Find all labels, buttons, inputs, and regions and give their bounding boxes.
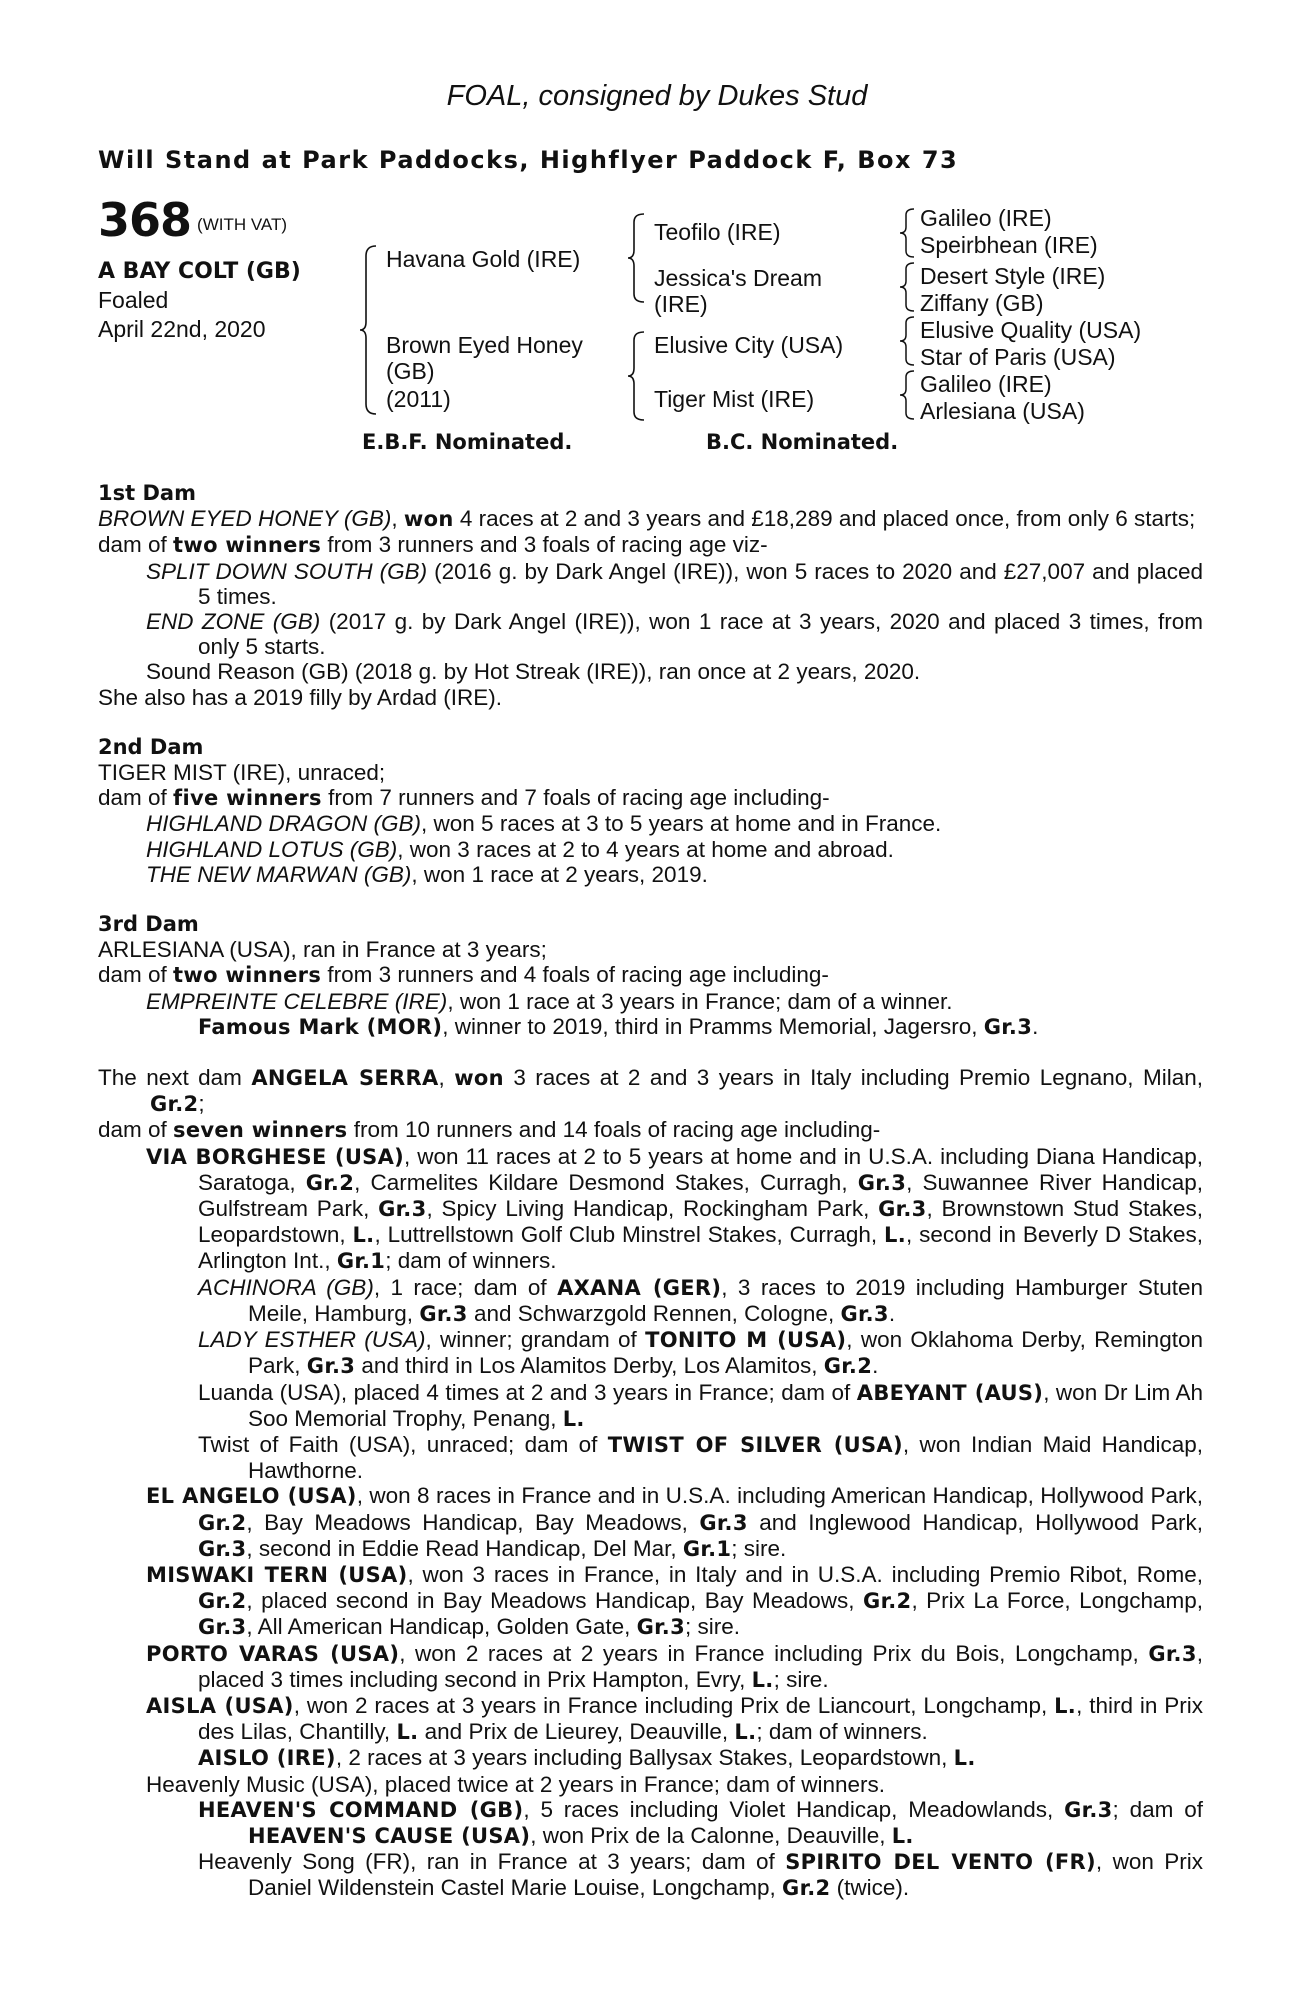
produce-name: Famous Mark (MOR) [198,1014,443,1039]
produce-text: Twist of Faith (USA), unraced; dam of [198,1431,608,1457]
grade-label: L. [953,1746,976,1771]
grade-label: Gr.2 [198,1510,247,1535]
produce-text: ; sire. [731,1535,787,1561]
pedigree-dam-line1: Brown Eyed Honey [386,332,583,358]
second-dam-summary [98,785,1203,811]
produce-item [98,659,1203,684]
produce-name: PORTO VARAS (USA) [146,1641,400,1666]
pedigree-bracket-gen1 [360,244,380,416]
grade-label: Gr.3 [857,1170,907,1195]
summary-text: from 3 runners and 4 foals of racing age including- [321,962,829,988]
produce-note-text: She also has a 2019 filly by Ardad (IRE). [98,684,502,710]
produce-name: HIGHLAND DRAGON (GB) [146,811,422,837]
produce-item [98,1745,1203,1771]
grade-label: L. [734,1720,757,1745]
grade-label: Gr.3 [198,1615,247,1640]
produce-text: ; sire. [685,1614,741,1640]
produce-name: ACHINORA (GB) [198,1274,374,1300]
notable-horse: AXANA (GER) [557,1275,722,1300]
produce-name: SPLIT DOWN SOUTH (GB) [146,558,428,584]
produce-text: , placed second in Bay Meadows Handicap, Bay Meadows, [246,1588,864,1614]
produce-item [98,1327,1203,1379]
pedigree-sire-dam-line2: (IRE) [654,291,708,317]
vat-label: (WITH VAT) [197,215,288,234]
summary-text: from 3 runners and 3 foals of racing age viz- [321,532,768,558]
produce-text: and Prix de Lieurey, Deauville, [418,1719,735,1745]
produce-text: , won 3 races at 2 to 4 years at home and abroad. [397,836,894,862]
intro-text: The next dam [98,1065,252,1091]
produce-text: . [872,1353,879,1379]
third-dam-heading: 3rd Dam [98,912,199,937]
grade-label: Gr.2 [823,1354,873,1379]
grade-label: Gr.3 [198,1536,247,1561]
pedigree-bracket-sd [900,261,918,313]
produce-text: , Luttrellstown Golf Club Minstrel Stakes, Curragh, [374,1222,885,1248]
pedigree-sire: Havana Gold (IRE) [386,246,581,272]
grade-label: Gr.3 [1064,1797,1113,1822]
produce-text: , Suwannee River Handicap, Gulfstream Park, [198,1169,1203,1222]
pedigree-bracket-dd [900,369,918,421]
pedigree-gen3-5: Elusive Quality (USA) [920,317,1142,343]
produce-name: VIA BORGHESE (USA) [146,1144,405,1169]
lot-number-row [98,193,301,247]
grade-label: L. [562,1406,585,1431]
grade-label: Gr.3 [878,1197,927,1222]
produce-text: . [888,1300,896,1326]
produce-item [98,1144,1203,1275]
pedigree-dam-line2: (GB) [386,358,435,384]
produce-text: Heavenly Music (USA), placed twice at 2 years in France; dam of winners. [146,1771,886,1797]
produce-text: and Schwarzgold Rennen, Cologne, [467,1300,841,1326]
notable-horse: TONITO M (USA) [645,1328,847,1353]
grade-label: Gr.3 [1148,1641,1197,1666]
produce-item [98,837,1203,862]
produce-item [98,811,1203,836]
produce-text: , Carmelites Kildare Desmond Stakes, Curragh, [354,1169,858,1195]
pedigree-bracket-ds [900,315,918,367]
produce-text: and third in Los Alamitos Derby, Los Alamitos, [355,1353,824,1379]
produce-text: Luanda (USA), placed 4 times at 2 and 3 years in France; dam of [198,1379,857,1405]
grade-label: Gr.3 [419,1301,468,1326]
grade-label: Gr.1 [682,1536,732,1561]
first-dam-name: BROWN EYED HONEY (GB) [98,506,392,532]
dam-of-label: dam of [98,1117,174,1143]
lot-title: A BAY COLT (GB) [98,259,301,284]
first-dam-summary [98,532,1203,558]
produce-text: , Brownstown Stud Stakes, Leopardstown, [198,1196,1203,1248]
catalogue-text [98,481,1203,1902]
grade-label: Gr.2 [150,1092,199,1117]
produce-text: , winner to 2019, third in Pramms Memorial, Jagersro, [442,1013,984,1039]
consignor-line: FOAL, consigned by Dukes Stud [446,80,868,112]
dam-of-label: dam of [98,785,174,811]
pedigree-dam-dam: Tiger Mist (IRE) [654,386,815,412]
pedigree-bracket-sire [628,212,648,304]
produce-name: MISWAKI TERN (USA) [146,1562,408,1587]
grade-label: Gr.3 [378,1197,427,1222]
pedigree-gen3-7: Galileo (IRE) [920,371,1052,397]
produce-item [98,1380,1203,1432]
pedigree-sire-sire: Teofilo (IRE) [654,219,781,245]
grade-label: L. [891,1823,914,1848]
produce-text: , won Oklahoma Derby, Remington Park, [248,1327,1203,1379]
produce-text: , won 2 races at 3 years in France including Prix de Liancourt, Longchamp, [293,1692,1055,1718]
produce-item [98,1483,1203,1562]
grade-label: Gr.2 [198,1589,247,1614]
grade-label: Gr.3 [699,1510,748,1535]
summary-text: from 10 runners and 14 foals of racing age including- [347,1117,881,1143]
lot-number: 368 [98,193,192,247]
pedigree-gen3-1: Galileo (IRE) [920,205,1052,231]
produce-item [98,1641,1203,1693]
produce-text: Sound Reason (GB) (2018 g. by Hot Streak (IRE)), ran once at 2 years, 2020. [146,659,921,685]
pedigree-gen3-2: Speirbhean (IRE) [920,232,1098,258]
produce-item [98,989,1203,1014]
produce-text: , won 1 race at 3 years in France; dam of a winner. [447,988,953,1014]
produce-text: , won 5 races at 3 to 5 years at home and in France. [421,811,942,837]
produce-text: , second in Eddie Read Handicap, Del Mar, [246,1535,683,1561]
produce-name: AISLA (USA) [146,1693,294,1718]
notable-horse: HEAVEN'S CAUSE (USA) [248,1823,531,1848]
produce-text: , won 1 race at 2 years, 2019. [411,861,708,887]
produce-note [98,685,1203,710]
fourth-dam-summary [98,1117,1203,1143]
record-text: ; [198,1091,205,1117]
winners-count: five winners [173,786,322,811]
produce-text: (2017 g. by Dark Angel (IRE)), won 1 race at 3 years, 2020 and placed 3 times, from only 5 starts. [198,609,1203,660]
grade-label: L. [396,1720,419,1745]
produce-name: AISLO (IRE) [198,1746,336,1771]
produce-text: and Inglewood Handicap, Hollywood Park, [747,1509,1203,1535]
produce-text: . [1032,1013,1039,1039]
third-dam-name: ARLESIANA (USA), ran in France at 3 years; [98,937,547,963]
first-dam-record: BROWN EYED HONEY (GB), won 4 races at 2 and 3 years and £18,289 and placed once, from only 6 starts; [98,506,1196,532]
produce-item [98,1275,1203,1327]
third-dam-summary [98,962,1203,988]
pedigree-sire-dam-line1: Jessica's Dream [654,265,822,291]
produce-text: , third in Prix des Lilas, Chantilly, [198,1692,1203,1745]
pedigree-gen3-8: Arlesiana (USA) [920,398,1085,424]
produce-text: , 5 races including Violet Handicap, Meadowlands, [523,1796,1065,1822]
first-dam-heading: 1st Dam [98,481,196,505]
winners-count: two winners [173,963,322,988]
pedigree-dam-line3: (2011) [386,386,451,412]
pedigree-bracket-dam [628,330,648,422]
first-dam-record-text: 4 races at 2 and 3 years and £18,289 and placed once, from only 6 starts; [453,506,1196,532]
produce-text: , won 3 races in France, in Italy and in U.S.A. including Premio Ribot, Rome, [407,1561,1203,1587]
produce-text: (twice). [830,1875,910,1901]
summary-text: from 7 runners and 7 foals of racing age including- [321,785,830,811]
produce-text: (2016 g. by Dark Angel (IRE)), won 5 races to 2020 and £27,007 and placed 5 times. [198,558,1203,609]
produce-item [98,1693,1203,1745]
produce-text: , won 11 races at 2 to 5 years at home and in U.S.A. including Diana Handicap, Saratoga, [198,1143,1203,1195]
pedigree-gen3-4: Ziffany (GB) [920,290,1044,316]
grade-label: Gr.3 [840,1301,889,1326]
produce-item [98,1432,1203,1483]
dam-of-label: dam of [98,532,174,558]
produce-name: END ZONE (GB) [146,609,321,635]
produce-item [98,1562,1203,1641]
record-text: 3 races at 2 and 3 years in Italy including Premio Legnano, Milan, [503,1065,1203,1091]
produce-item [98,1797,1203,1849]
produce-name: THE NEW MARWAN (GB) [146,861,412,887]
produce-text: , won Indian Maid Handicap, Hawthorne. [248,1431,1204,1484]
grade-label: Gr.2 [863,1589,912,1614]
dam-of-label: dam of [98,962,174,988]
produce-text: , 1 race; dam of [373,1274,558,1300]
grade-label: L. [884,1223,906,1248]
produce-text: ; dam of [1112,1796,1203,1822]
grade-label: L. [352,1223,375,1248]
fourth-dam-record [98,1065,1203,1117]
produce-text: , won 8 races in France and in U.S.A. including American Handicap, Hollywood Park, [356,1483,1203,1509]
produce-text: , Bay Meadows Handicap, Bay Meadows, [246,1509,700,1535]
fourth-dam-name: ANGELA SERRA [251,1066,439,1091]
pedigree-gen3-3: Desert Style (IRE) [920,263,1106,289]
produce-name: HIGHLAND LOTUS (GB) [146,836,398,862]
produce-text: , placed 3 times including second in Prix Hampton, Evry, [198,1640,1203,1692]
won-label: won [454,1066,504,1091]
grade-label: Gr.3 [983,1014,1033,1039]
stabling-location: Will Stand at Park Paddocks, Highflyer Paddock F, Box 73 [98,146,959,174]
grade-label: Gr.2 [782,1876,831,1901]
produce-text: ; dam of winners. [385,1248,557,1274]
foaled-date: April 22nd, 2020 [98,316,266,342]
produce-text: , second in Beverly D Stakes, Arlington Int., [198,1222,1203,1274]
pedigree-bracket-ss [900,207,918,259]
produce-name: HEAVEN'S COMMAND (GB) [198,1797,524,1822]
notable-horse: TWIST OF SILVER (USA) [607,1432,903,1457]
produce-text: Heavenly Song (FR), ran in France at 3 years; dam of [198,1849,786,1875]
produce-text: , won Prix de la Calonne, Deauville, [530,1822,892,1848]
produce-item [98,862,1203,887]
separator: , [438,1065,455,1091]
ebf-nominated: E.B.F. Nominated. [362,430,573,454]
notable-horse: SPIRITO DEL VENTO (FR) [785,1850,1096,1875]
produce-text: , winner; grandam of [425,1327,646,1353]
produce-text: , won Prix Daniel Wildenstein Castel Marie Louise, Longchamp, [248,1849,1204,1901]
produce-text: , Spicy Living Handicap, Rockingham Park, [426,1196,879,1222]
produce-text: , won 2 races at 2 years in France including Prix du Bois, Longchamp, [399,1640,1149,1666]
lot-info [98,193,301,344]
produce-text: , won Dr Lim Ah Soo Memorial Trophy, Penang, [248,1379,1203,1431]
produce-item [98,1772,1203,1797]
produce-text: , 2 races at 3 years including Ballysax Stakes, Leopardstown, [335,1745,954,1771]
second-dam-heading: 2nd Dam [98,734,204,759]
grade-label: L. [751,1667,774,1692]
produce-text: ; dam of winners. [756,1719,928,1745]
produce-text: , 3 races to 2019 including Hamburger Stuten Meile, Hamburg, [248,1274,1203,1326]
pedigree-gen3-6: Star of Paris (USA) [920,344,1116,370]
bc-nominated: B.C. Nominated. [706,430,899,454]
produce-text: , Prix La Force, Longchamp, [911,1588,1203,1614]
produce-name: EMPREINTE CELEBRE (IRE) [146,988,448,1014]
produce-name: EL ANGELO (USA) [146,1484,357,1509]
notable-horse: ABEYANT (AUS) [856,1380,1044,1405]
produce-name: LADY ESTHER (USA) [198,1327,426,1353]
grade-label: Gr.1 [336,1249,386,1274]
grade-label: Gr.3 [636,1615,685,1640]
pedigree-dam-sire: Elusive City (USA) [654,332,844,358]
grade-label: Gr.2 [305,1170,355,1195]
second-dam-name: TIGER MIST (IRE), unraced; [98,760,386,786]
produce-text: ; sire. [773,1666,829,1692]
winners-count: two winners [173,533,322,558]
foaled-label: Foaled [98,287,169,313]
produce-item [98,609,1203,659]
winners-count: seven winners [173,1118,348,1143]
produce-item [98,1849,1203,1901]
produce-text: , All American Handicap, Golden Gate, [246,1614,637,1640]
grade-label: Gr.3 [306,1354,356,1379]
produce-item [98,559,1203,609]
grade-label: L. [1054,1693,1077,1718]
produce-item [98,1014,1203,1040]
won-label: won [403,507,454,532]
